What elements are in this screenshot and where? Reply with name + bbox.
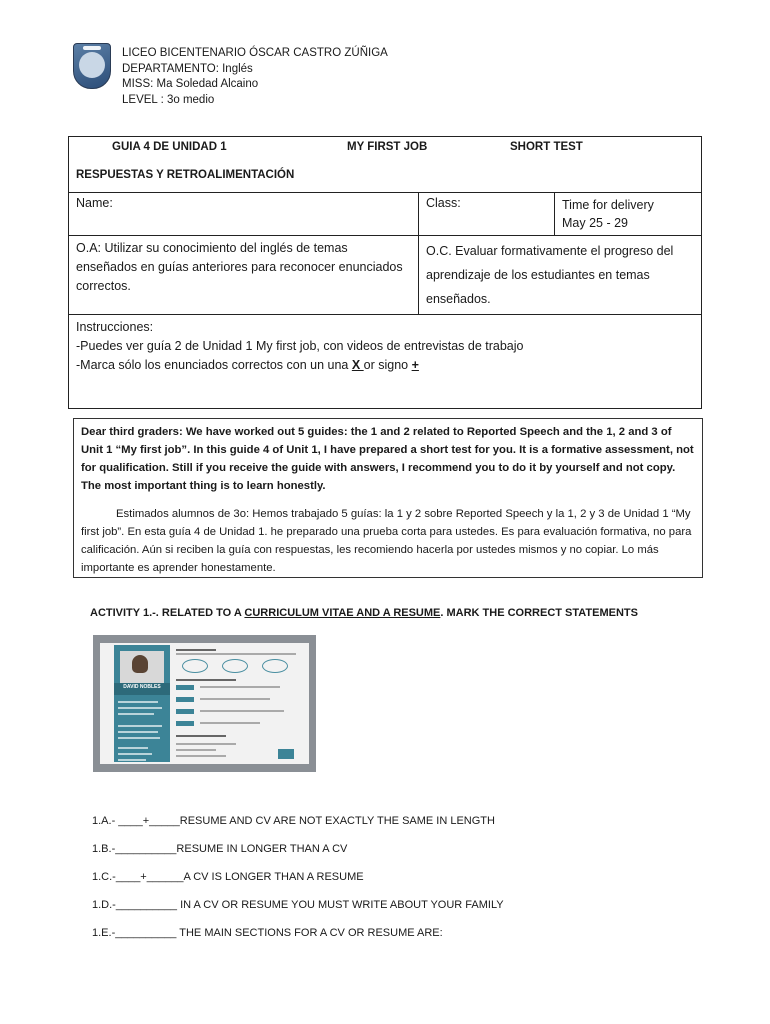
teacher-message: [73, 418, 703, 578]
level: LEVEL : 3o medio: [122, 93, 215, 106]
oc-cell: [419, 236, 702, 315]
question-1c: 1.C.-____+______A CV IS LONGER THAN A RESUME: [92, 871, 364, 883]
class-label: Class:: [426, 196, 461, 210]
test-type: SHORT TEST: [510, 141, 583, 153]
guide-info-table: [68, 136, 702, 409]
instructions-cell: [69, 315, 702, 409]
unit-title: MY FIRST JOB: [347, 141, 428, 153]
instructions-title: Instrucciones:: [76, 320, 154, 334]
department: DEPARTAMENTO: Inglés: [122, 62, 253, 75]
plus-mark: +: [411, 358, 419, 372]
question-1a: 1.A.- ____+_____RESUME AND CV ARE NOT EXACTLY THE SAME IN LENGTH: [92, 815, 495, 827]
guide-title: GUIA 4 DE UNIDAD 1: [112, 141, 227, 153]
school-crest: [73, 43, 111, 89]
question-1b: 1.B.-__________RESUME IN LONGER THAN A CV: [92, 843, 348, 855]
oa-cell: [69, 236, 419, 315]
message-english: Dear third graders: We have worked out 5 guides: the 1 and 2 related to Reported Speech and the 1, 2 and 3 of Unit 1 “My first job”. In this guide 4 of Unit 1, I have prepared a short test for you. It is a formative assessment, not for qualification. Still if you receive the guide with answers, I recommend you to do it by yourself and not copy. The most important thing is to learn honestly.: [81, 426, 694, 492]
class-field[interactable]: [419, 193, 555, 236]
x-mark: X: [351, 358, 364, 372]
message-spanish: Estimados alumnos de 3o: Hemos trabajado 5 guías: la 1 y 2 sobre Reported Speech y la 1, 2 y 3 de Unidad 1 “My first job”. En esta guía 4 de Unidad 1. he preparado una prueba corta para ustedes. Es para evaluación formativa, no para calificación. Aún si reciben la guía con respuestas, les recomiendo hacerla por ustedes mismos y no copiar. Lo más importante es aprender honestamente.: [81, 508, 692, 574]
resume-name: DAVID NOBLES: [123, 684, 161, 690]
delivery-cell: [555, 193, 702, 236]
resume-sample-image: [93, 635, 316, 772]
oa-text: O.A: Utilizar su conocimiento del inglés de temas enseñados en guías anteriores para reconocer enunciados correctos.: [76, 241, 403, 293]
instruction-1: -Puedes ver guía 2 de Unidad 1 My first job, con videos de entrevistas de trabajo: [76, 339, 524, 353]
teacher: MISS: Ma Soledad Alcaino: [122, 78, 259, 90]
question-1e: 1.E.-__________ THE MAIN SECTIONS FOR A CV OR RESUME ARE:: [92, 927, 443, 939]
delivery-dates: May 25 - 29: [562, 216, 629, 230]
name-field[interactable]: [69, 193, 419, 236]
question-1d: 1.D.-__________ IN A CV OR RESUME YOU MUST WRITE ABOUT YOUR FAMILY: [92, 899, 504, 911]
subtitle: RESPUESTAS Y RETROALIMENTACIÓN: [76, 169, 295, 181]
activity-heading: ACTIVITY 1.-. RELATED TO A CURRICULUM VITAE AND A RESUME. MARK THE CORRECT STATEMENTS: [90, 607, 638, 619]
school-name: LICEO BICENTENARIO ÓSCAR CASTRO ZÚÑIGA: [122, 47, 388, 59]
delivery-label: Time for delivery: [562, 198, 654, 212]
title-cell: [69, 137, 702, 193]
school-header: [122, 46, 388, 108]
name-label: Name:: [76, 196, 113, 210]
instruction-2: -Marca sólo los enunciados correctos con un una X or signo +: [76, 358, 419, 372]
oc-text: O.C. Evaluar formativamente el progreso del aprendizaje de los estudiantes en temas enseñados.: [426, 244, 674, 306]
